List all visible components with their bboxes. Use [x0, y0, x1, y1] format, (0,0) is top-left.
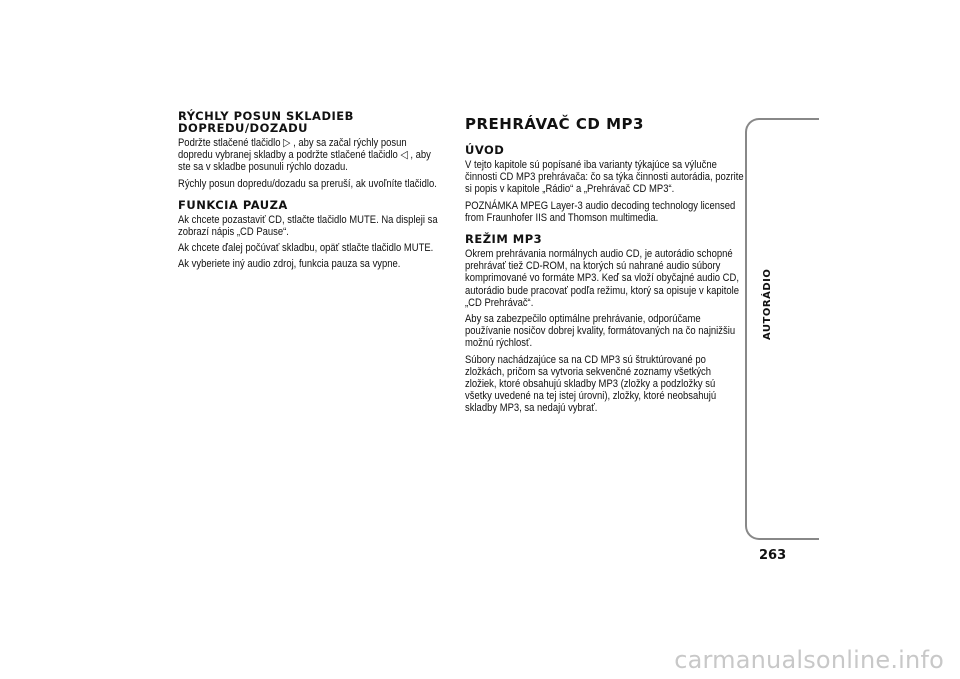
left-column	[178, 110, 443, 280]
paragraph: Aby sa zabezpečilo optimálne prehrávanie, odporúčame používanie nosičov dobrej kvality, formátovaných na čo najnižšiu možnú rýchlosť.	[465, 313, 736, 350]
paragraph: Súbory nachádzajúce sa na CD MP3 sú štruktúrované po zložkách, pričom sa vytvoria sekvenčné zoznamy všetkých zložiek, ktoré obsahujú skladby MP3 (zložky a podzložky sú všetky uvedené na tej istej úrovni), zložky, ktoré neobsahujú skladby MP3, sa nedajú vybrať.	[465, 353, 717, 415]
paragraph: Okrem prehrávania normálnych audio CD, je autorádio schopné prehrávať tiež CD-ROM, na ktorých sú nahrané audio súbory komprimované vo formáte MP3. Keď sa vloží obyčajné audio CD, autorádio bude pracovať podľa režimu, ktorý sa opisuje v kapitole „CD Prehrávač“.	[465, 248, 739, 309]
paragraph: Ak chcete ďalej počúvať skladbu, opäť stlačte tlačidlo MUTE.	[178, 242, 434, 255]
page-number: 263	[759, 548, 787, 563]
watermark: carmanualsonline.info	[674, 646, 944, 674]
chapter-tab-label: AUTORÁDIO	[762, 268, 773, 340]
section-heading: REŽIM MP3	[465, 232, 543, 247]
section-fast-seek	[178, 110, 443, 190]
section-heading: ÚVOD	[465, 143, 505, 157]
section-heading: RÝCHLY POSUN SKLADIEB DOPREDU/DOZADU	[178, 109, 354, 135]
section-pause	[178, 199, 443, 271]
right-column	[465, 110, 745, 424]
chapter-tab-frame	[745, 118, 819, 540]
paragraph: Ak chcete pozastaviť CD, stlačte tlačidlo MUTE. Na displeji sa zobrazí nápis „CD Pause“.	[178, 213, 438, 239]
section-heading: FUNKCIA PAUZA	[178, 197, 288, 212]
paragraph: Podržte stlačené tlačidlo ▷ , aby sa začal rýchly posun dopredu vybranej skladby a podržte stlačené tlačidlo ◁ , aby ste sa v skladbe posunuli rýchlo dozadu.	[178, 137, 431, 174]
chapter-title: PREHRÁVAČ CD MP3	[465, 115, 644, 133]
section-mp3-mode	[465, 233, 745, 415]
paragraph: Ak vyberiete iný audio zdroj, funkcia pauza sa vypne.	[178, 258, 401, 271]
paragraph: POZNÁMKA MPEG Layer-3 audio decoding technology licensed from Fraunhofer IIS and Thomson multimedia.	[465, 199, 736, 224]
paragraph: V tejto kapitole sú popísané iba varianty týkajúce sa výlučne činnosti CD MP3 prehrávača: čo sa týka činnosti autorádia, pozrite si popis v kapitole „Rádio“ a „Prehrávač CD MP3“.	[465, 159, 744, 196]
paragraph: Rýchly posun dopredu/dozadu sa preruší, ak uvoľníte tlačidlo.	[178, 177, 437, 190]
section-intro	[465, 144, 745, 224]
